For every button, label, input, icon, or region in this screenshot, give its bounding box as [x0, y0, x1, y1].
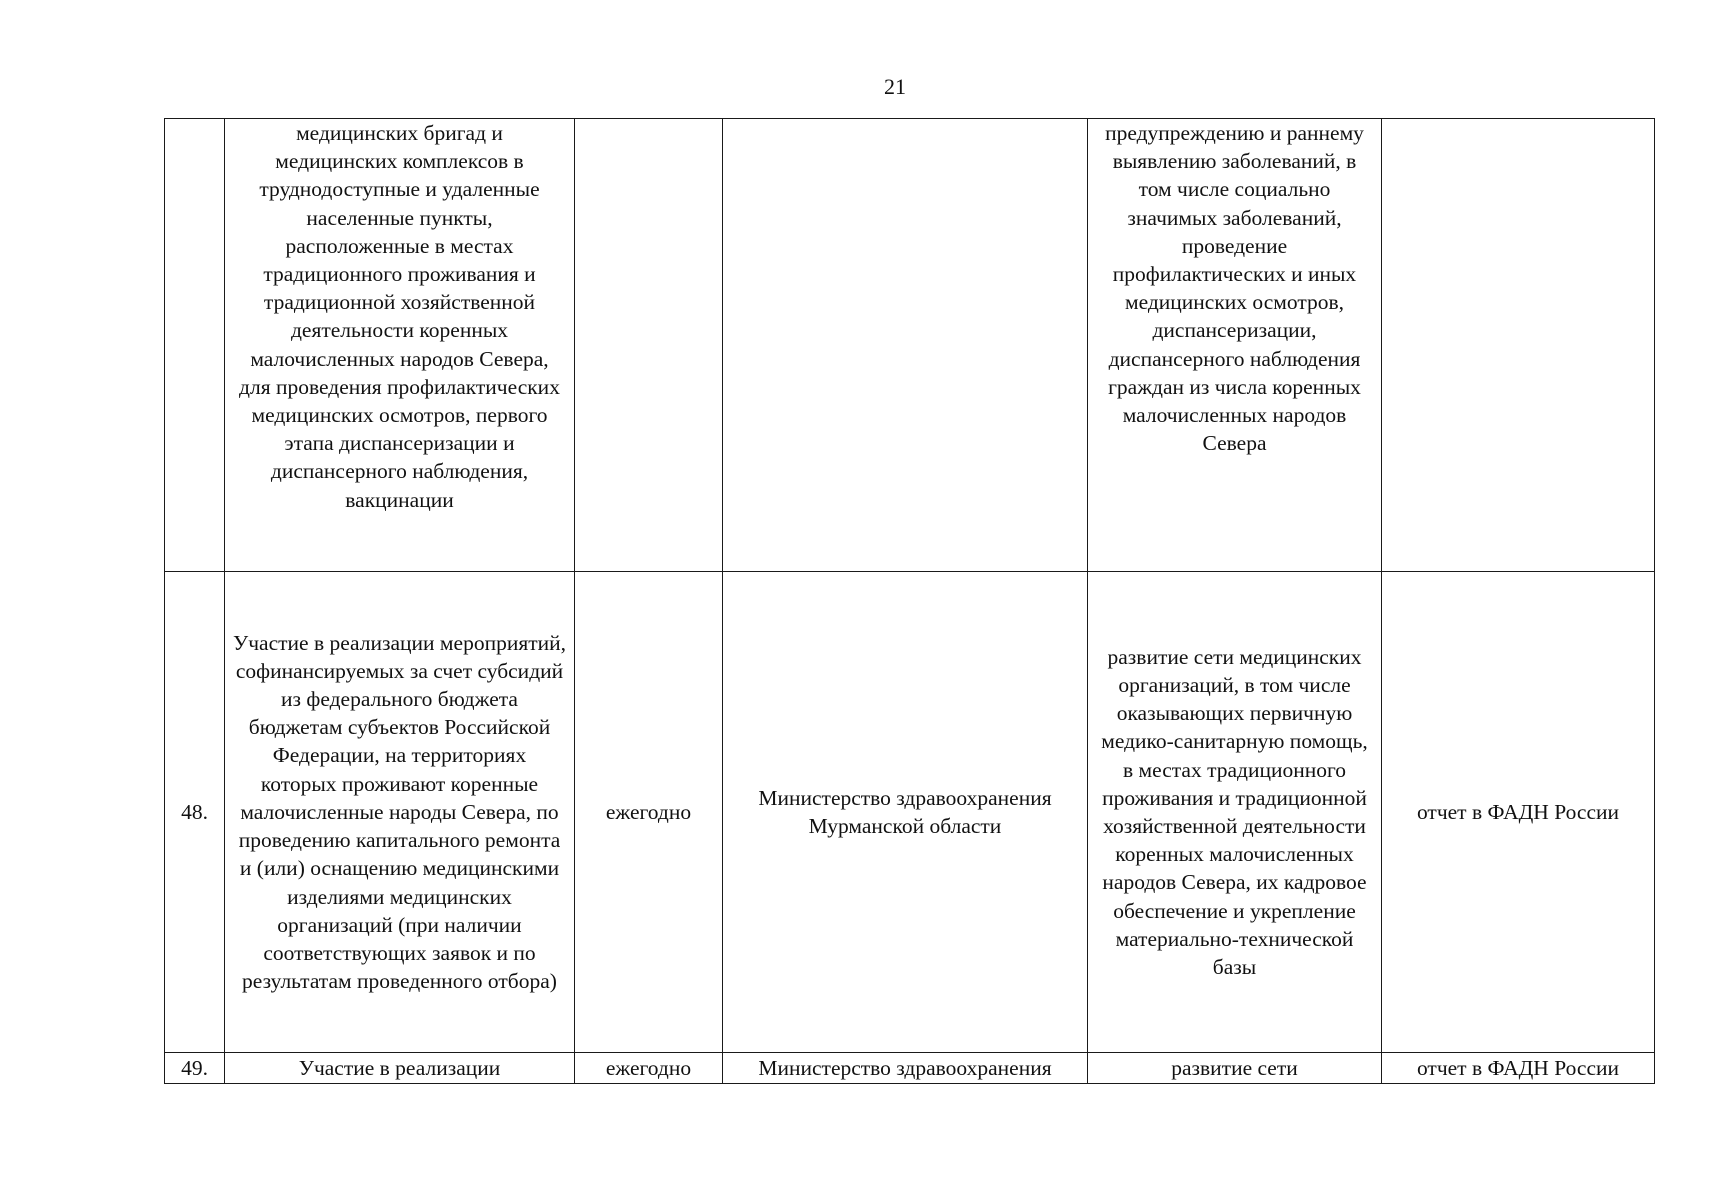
table-row [165, 1053, 1655, 1084]
executor-cell [723, 119, 1088, 572]
measures-table [164, 118, 1655, 1084]
result-cell: развитие сети медицинских организаций, в том числе оказывающих первичную медико-санитарную помощь, в местах традиционного проживания и традиционной хозяйственной деятельности коренных малочисленных народов Севера, их кадровое обеспечение и укрепление материально-технической базы [1088, 572, 1382, 1053]
table-row [165, 572, 1655, 1053]
event-cell: Участие в реализации мероприятий, софинансируемых за счет субсидий из федерального бюджета бюджетам субъектов Российской Федерации, на территориях которых проживают коренные малочисленные народы Севера, по проведению капитального ремонта и (или) оснащению медицинскими изделиями медицинских организаций (при наличии соответствующих заявок и по результатам проведенного отбора) [225, 572, 575, 1053]
executor-cell: Министерство здравоохранения Мурманской области [723, 572, 1088, 1053]
row-number-cell: 48. [165, 572, 225, 1053]
page-number: 21 [884, 74, 906, 99]
result-cell: развитие сети [1088, 1053, 1382, 1084]
result-cell: предупреждению и раннему выявлению заболеваний, в том числе социально значимых заболеваний, проведение профилактических и иных медицинских осмотров, диспансеризации, диспансерного наблюдения граждан из числа коренных малочисленных народов Севера [1088, 119, 1382, 572]
event-cell: медицинских бригад и медицинских комплексов в труднодоступные и удаленные населенные пункты, расположенные в местах традиционного проживания и традиционной хозяйственной деятельности коренных малочисленных народов Севера, для проведения профилактических медицинских осмотров, первого этапа диспансеризации и диспансерного наблюдения, вакцинации [225, 119, 575, 572]
executor-cell: Министерство здравоохранения [723, 1053, 1088, 1084]
table-row [165, 119, 1655, 572]
term-cell: ежегодно [575, 572, 723, 1053]
event-cell: Участие в реализации [225, 1053, 575, 1084]
term-cell [575, 119, 723, 572]
report-cell: отчет в ФАДН России [1382, 1053, 1655, 1084]
term-cell: ежегодно [575, 1053, 723, 1084]
report-cell [1382, 119, 1655, 572]
report-cell: отчет в ФАДН России [1382, 572, 1655, 1053]
row-number-cell: 49. [165, 1053, 225, 1084]
row-number-cell [165, 119, 225, 572]
